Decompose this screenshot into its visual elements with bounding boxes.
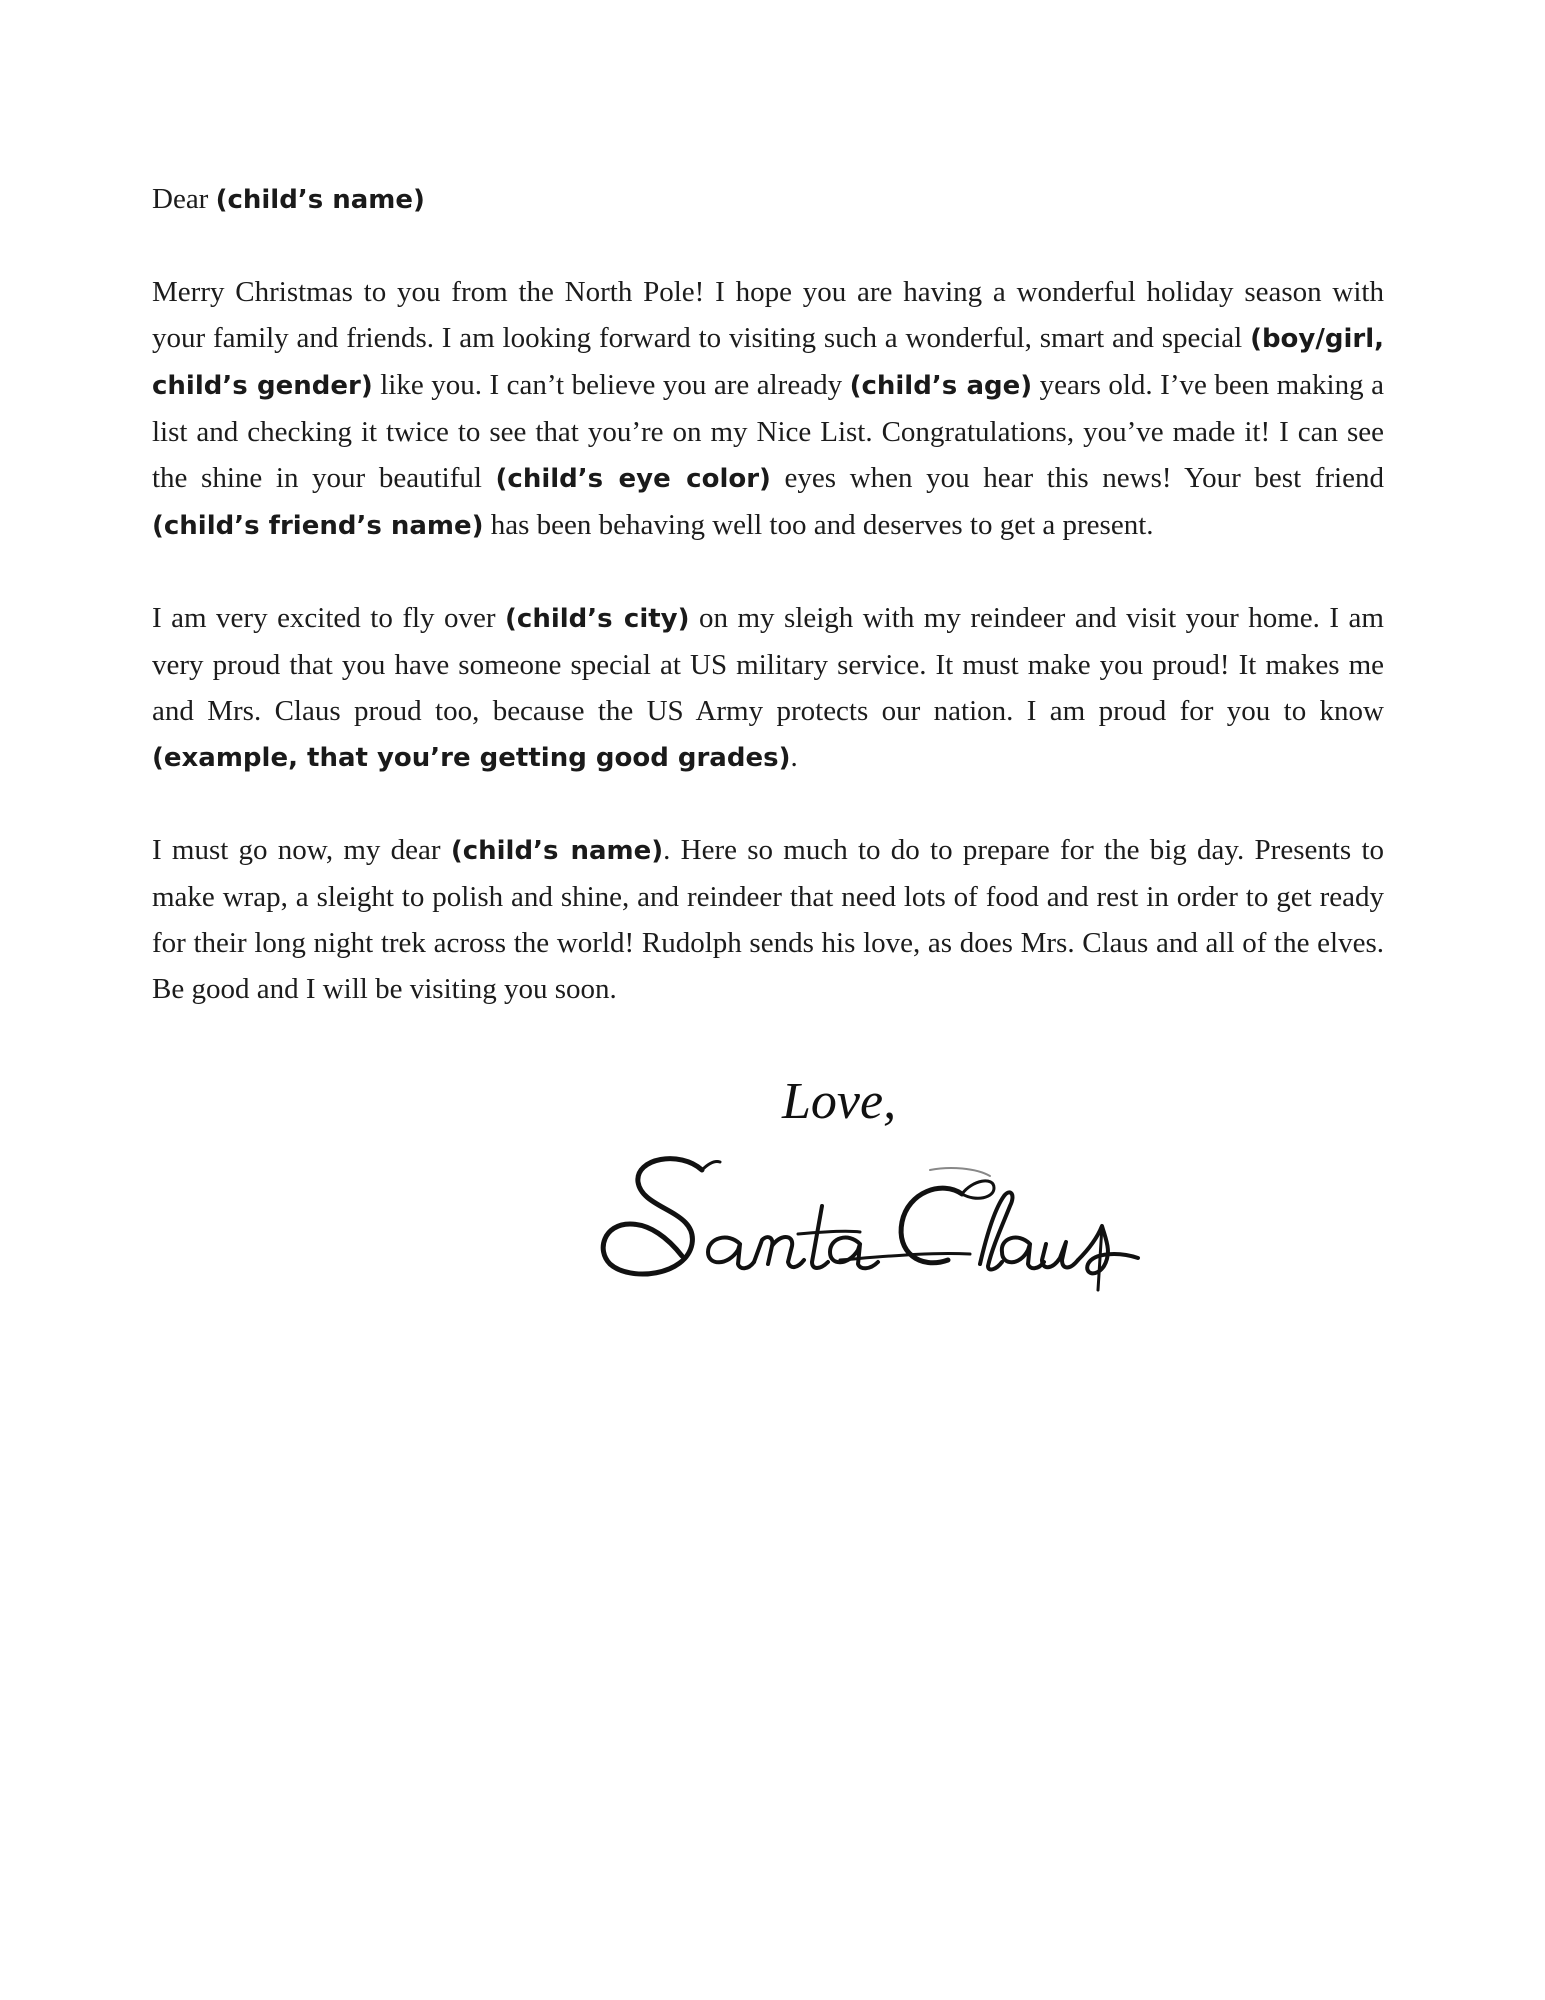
paragraph-text: like you. I can’t believe you are already	[372, 369, 850, 401]
santa-claus-signature	[590, 1140, 1190, 1300]
placeholder-child-age: (child’s age)	[849, 371, 1033, 401]
paragraph-text: . Here so much to do to prepare for the big day. Presents to make wrap, a sleight to polish and shine, and reindeer that need lots of food and rest in order to get ready for their long night trek across the world! Rudolph sends his love, as does Mrs. Claus and all of the elves. Be good and I will be visiting you soon.	[152, 834, 1384, 1005]
paragraph-text: I am very excited to fly over	[152, 602, 506, 634]
salutation-prefix: Dear	[152, 183, 216, 215]
placeholder-child-gender: (boy/girl, child’s gender)	[152, 324, 1384, 401]
paragraph-text: Merry Christmas to you from the North Pole! I hope you are having a wonderful holiday season with your family and friends. I am looking forward to visiting such a wonderful, smart and special	[152, 276, 1384, 354]
placeholder-child-friend-name: (child’s friend’s name)	[152, 511, 484, 541]
placeholder-example: (example, that you’re getting good grades)	[152, 743, 791, 773]
salutation	[152, 176, 1384, 223]
paragraph-text: .	[790, 741, 798, 773]
paragraph-farewell	[152, 827, 1384, 1012]
paragraph-text: on my sleigh with my reindeer and visit your home. I am very proud that you have someone special at US military service. It must make you proud! It makes me and Mrs. Claus proud too, because the US Army protects our nation. I am proud for you to know	[152, 602, 1384, 727]
placeholder-child-city: (child’s city)	[505, 604, 690, 634]
paragraph-text: eyes when you hear this news! Your best friend	[770, 462, 1384, 494]
paragraph-text: has been behaving well too and deserves to get a present.	[483, 509, 1154, 541]
letter-body	[152, 176, 1384, 1058]
paragraph-text: years old. I’ve been making a list and checking it twice to see that you’re on my Nice List. Congratulations, you’ve made it! I can see the shine in your beautiful	[152, 369, 1384, 494]
closing-love: Love,	[782, 1073, 897, 1130]
placeholder-child-name: (child’s name)	[215, 185, 425, 215]
placeholder-child-name: (child’s name)	[450, 836, 664, 866]
placeholder-child-eye-color: (child’s eye color)	[495, 464, 771, 494]
paragraph-text: I must go now, my dear	[152, 834, 451, 866]
paragraph-greeting	[152, 269, 1384, 549]
paragraph-visit	[152, 595, 1384, 781]
